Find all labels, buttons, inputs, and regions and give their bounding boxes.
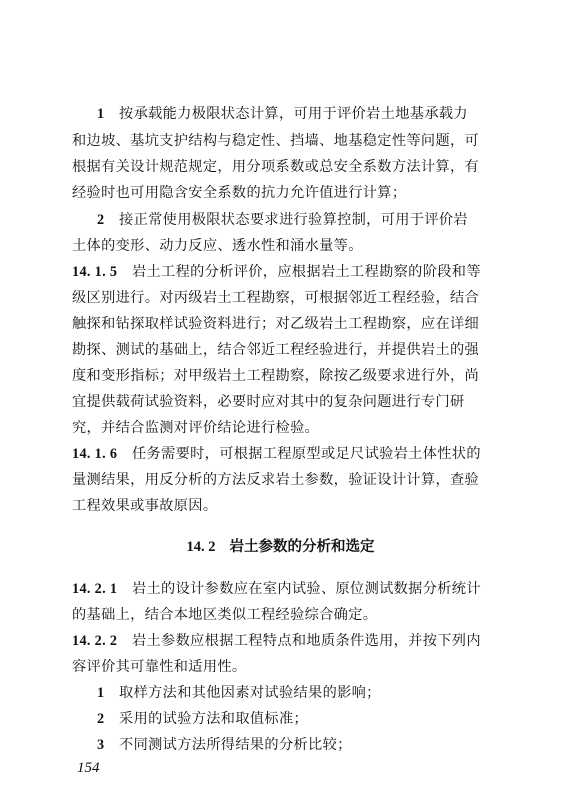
clause-number: 14. 1. 5: [72, 264, 118, 280]
clause-number: 14. 1. 6: [72, 446, 118, 462]
clause-14-1-5-line-5: 度和变形指标；对甲级岩土工程勘察，除按乙级要求进行外，尚: [72, 368, 480, 384]
item-number: 2: [97, 711, 105, 727]
clause-number: 14. 2. 2: [72, 633, 118, 649]
clause-14-1-5-line-6: 宜提供载荷试验资料，必要时应对其中的复杂问题进行专门研: [72, 394, 465, 410]
list-item: [97, 683, 381, 703]
item-1-line-4: 经验时也可用隐含安全系数的抗力允许值进行计算；: [72, 185, 407, 201]
list-item: [97, 709, 308, 729]
section-number: 14. 2: [186, 539, 216, 555]
item-1-line-3: 根据有关设计规范规定，用分项系数或总安全系数方法计算，有: [72, 159, 480, 175]
clause-14-2-2-line-1: [72, 631, 481, 651]
item-1-line-1: [97, 104, 468, 124]
clause-14-1-6-line-1: [72, 444, 481, 464]
clause-14-1-5-line-1: [72, 262, 481, 282]
clause-14-2-1-line-1: [72, 579, 481, 599]
item-number: 1: [97, 106, 105, 122]
item-number: 2: [97, 212, 105, 228]
item-text: 接正常使用极限状态要求进行验算控制，可用于评价岩: [119, 212, 468, 228]
clause-text: 岩土的设计参数应在室内试验、原位测试数据分析统计: [131, 581, 481, 597]
item-2-line-1: [97, 210, 468, 230]
clause-number: 14. 2. 1: [72, 581, 118, 597]
item-text: 不同测试方法所得结果的分析比较；: [119, 737, 352, 753]
clause-14-1-5-line-2: 级区别进行。对丙级岩土工程勘察，可根据邻近工程经验，结合: [72, 290, 480, 306]
section-heading: [0, 537, 561, 557]
clause-14-1-5-line-3: 触探和钻探取样试验资料进行；对乙级岩土工程勘察，应在详细: [72, 316, 480, 332]
item-text: 采用的试验方法和取值标准；: [119, 711, 309, 727]
clause-14-1-5-line-7: 究，并结合监测对评价结论进行检验。: [72, 420, 320, 436]
clause-14-1-6-line-2: 量测结果，用反分析的方法反求岩土参数，验证设计计算，查验: [72, 472, 480, 488]
clause-text: 任务需要时，可根据工程原型或足尺试验岩土体性状的: [131, 446, 481, 462]
item-number: 1: [97, 685, 105, 701]
clause-text: 岩土参数应根据工程特点和地质条件选用，并按下列内: [131, 633, 481, 649]
clause-14-2-2-line-2: 容评价其可靠性和适用性。: [72, 659, 247, 675]
item-text: 取样方法和其他因素对试验结果的影响；: [119, 685, 381, 701]
item-2-line-2: 土体的变形、动力反应、透水性和涌水量等。: [72, 238, 363, 254]
list-item: [97, 735, 352, 755]
item-1-line-2: 和边坡、基坑支护结构与稳定性、挡墙、地基稳定性等问题，可: [72, 133, 480, 149]
item-number: 3: [97, 737, 105, 753]
clause-14-2-1-line-2: 的基础上，结合本地区类似工程经验综合确定。: [72, 607, 378, 623]
item-text: 按承载能力极限状态计算，可用于评价岩土地基承载力: [119, 106, 468, 122]
clause-14-1-5-line-4: 勘探、测试的基础上，结合邻近工程经验进行，并提供岩土的强: [72, 342, 480, 358]
clause-text: 岩土工程的分析评价，应根据岩土工程勘察的阶段和等: [131, 264, 481, 280]
page-number: 154: [77, 760, 100, 776]
section-title: 岩土参数的分析和选定: [229, 538, 375, 555]
clause-14-1-6-line-3: 工程效果或事故原因。: [72, 498, 218, 514]
